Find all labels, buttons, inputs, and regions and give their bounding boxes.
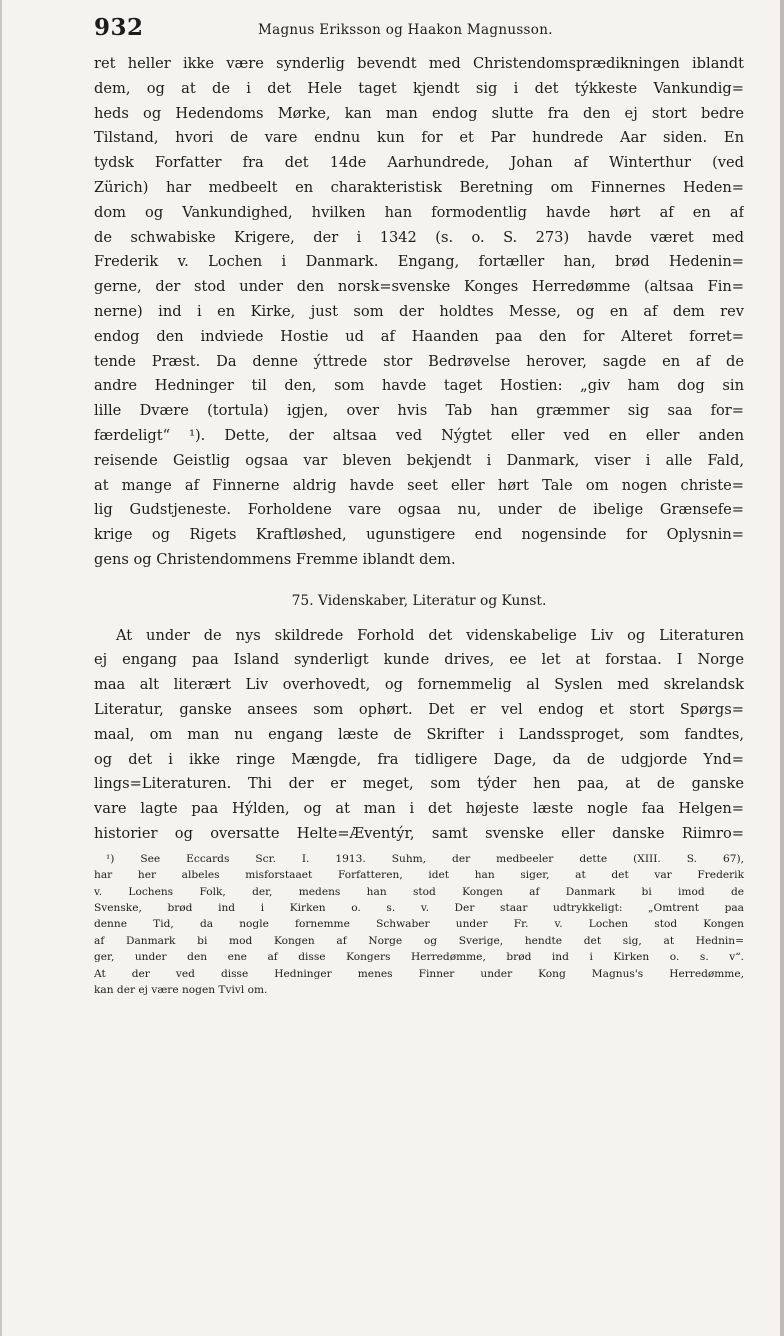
- paragraph-1: [94, 52, 744, 573]
- text-line: At under de nys skildrede Forhold det videnskabelige Liv og Literaturen: [116, 626, 744, 644]
- footnote-line: har her albeles misforstaaet Forfatteren, idet han siger, at det var Frederik: [94, 869, 744, 882]
- text-line: lille Dvære (tortula) igjen, over hvis Tab han græmmer sig saa for=: [94, 402, 744, 420]
- section-heading: 75. Videnskaber, Literatur og Kunst.: [291, 592, 547, 609]
- footnote-line: Svenske, brød ind i Kirken o. s. v. Der staar udtrykkeligt: „Omtrent paa: [94, 901, 744, 914]
- text-line: endog den indviede Hostie ud af Haanden paa den for Alteret forret=: [94, 327, 744, 345]
- page-number: 932: [94, 14, 144, 41]
- text-line: tydsk Forfatter fra det 14de Aarhundrede, Johan af Winterthur (ved: [94, 154, 744, 172]
- page-edge-left: [0, 0, 2, 1336]
- text-line: lig Gudstjeneste. Forholdene vare ogsaa nu, under de ibelige Grænsefe=: [94, 501, 744, 519]
- text-line: Zürich) har medbeelt en charakteristisk Beretning om Finnernes Heden=: [94, 178, 744, 196]
- text-line: ej engang paa Island synderligt kunde drives, ee let at forstaa. I Norge: [94, 651, 744, 669]
- text-line: dem, og at de i det Hele taget kjendt sig i det týkkeste Vankundig=: [94, 79, 744, 97]
- page-header: [94, 14, 744, 48]
- footnote-line: At der ved disse Hedninger menes Finner under Kong Magnus's Herredømme,: [94, 967, 744, 980]
- book-page: [94, 14, 744, 998]
- footnote-line: v. Lochens Folk, der, medens han stod Kongen af Danmark bi imod de: [94, 885, 744, 898]
- text-line: Frederik v. Lochen i Danmark. Engang, fortæller han, brød Hedenin=: [94, 253, 744, 271]
- text-line: færdeligt“ ¹). Dette, der altsaa ved Nýgtet eller ved en eller anden: [94, 426, 744, 444]
- main-text: [94, 52, 744, 847]
- footnote-line: kan der ej være nogen Tvivl om.: [94, 983, 268, 996]
- text-line: historier og oversatte Helte=Æventýr, samt svenske eller danske Riimro=: [94, 824, 744, 842]
- text-line: Tilstand, hvori de vare endnu kun for et Par hundrede Aar siden. En: [94, 129, 744, 147]
- footnote-line: ger, under den ene af disse Kongers Herredømme, brød ind i Kirken o. s. v“.: [94, 951, 744, 964]
- footnotes: [94, 851, 744, 999]
- text-line: nerne) ind i en Kirke, just som der holdtes Messe, og en af dem rev: [94, 302, 744, 320]
- text-line: gens og Christendommens Fremme iblandt dem.: [94, 550, 456, 568]
- text-line: at mange af Finnerne aldrig havde seet eller hørt Tale om nogen christe=: [94, 476, 744, 494]
- footnote-line: denne Tid, da nogle fornemme Schwaber under Fr. v. Lochen stod Kongen: [94, 918, 744, 931]
- text-line: krige og Rigets Kraftløshed, ugunstigere end nogensinde for Oplysnin=: [94, 526, 744, 544]
- page-edge-right: [780, 0, 784, 1336]
- text-line: Literatur, ganske ansees som ophørt. Det er vel endog et stort Spørgs=: [94, 700, 744, 718]
- footnote-line: af Danmark bi mod Kongen af Norge og Sverige, hendte det sig, at Hednin=: [94, 934, 744, 947]
- running-head: Magnus Eriksson og Haakon Magnusson.: [258, 22, 553, 38]
- text-line: de schwabiske Krigere, der i 1342 (s. o. S. 273) havde været med: [94, 228, 744, 246]
- paragraph-2: [94, 624, 744, 847]
- text-line: og det i ikke ringe Mængde, fra tidligere Dage, da de udgjorde Ynd=: [94, 750, 744, 768]
- text-line: tende Præst. Da denne ýttrede stor Bedrøvelse herover, sagde en af de: [94, 352, 744, 370]
- footnote-line: ¹) See Eccards Scr. I. 1913. Suhm, der medbeeler dette (XIII. S. 67),: [106, 852, 744, 865]
- text-line: dom og Vankundighed, hvilken han formodentlig havde hørt af en af: [94, 203, 744, 221]
- text-line: heds og Hedendoms Mørke, kan man endog slutte fra den ej stort bedre: [94, 104, 744, 122]
- text-line: andre Hedninger til den, som havde taget Hostien: „giv ham dog sin: [94, 377, 744, 395]
- text-line: lings=Literaturen. Thi der er meget, som týder hen paa, at de ganske: [94, 775, 744, 793]
- text-line: gerne, der stod under den norsk=svenske Konges Herredømme (altsaa Fin=: [94, 278, 744, 296]
- text-line: maal, om man nu engang læste de Skrifter i Landssproget, som fandtes,: [94, 725, 744, 743]
- text-line: vare lagte paa Hýlden, og at man i det højeste læste nogle faa Helgen=: [94, 800, 744, 818]
- text-line: ret heller ikke være synderlig bevendt med Christendomsprædikningen iblandt: [94, 55, 744, 72]
- text-line: maa alt literært Liv overhovedt, og fornemmelig al Syslen med skrelandsk: [94, 676, 744, 694]
- text-line: reisende Geistlig ogsaa var bleven bekjendt i Danmark, viser i alle Fald,: [94, 451, 744, 469]
